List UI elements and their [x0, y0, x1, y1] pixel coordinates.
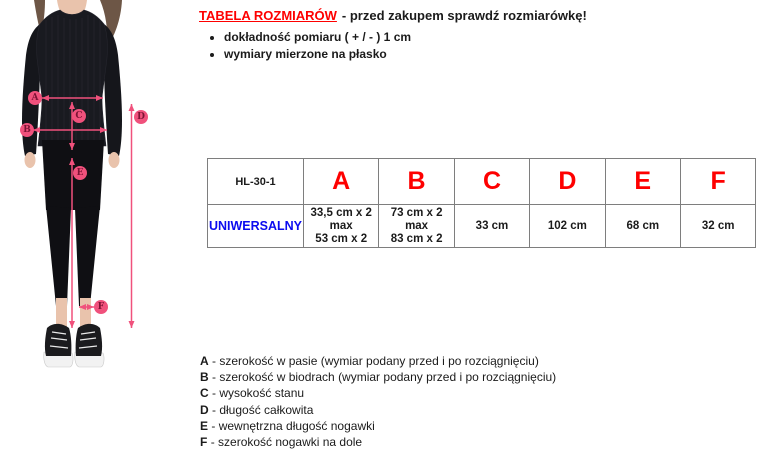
legend-item-a: A - szerokość w pasie (wymiar podany przed i po rozciągnięciu) [200, 354, 539, 368]
size-table-title: TABELA ROZMIARÓW [199, 8, 337, 23]
note-flat-measure: • wymiary mierzone na płasko [224, 46, 411, 63]
legend-item-f: F - szerokość nogawki na dole [200, 435, 363, 450]
page-title [199, 8, 587, 23]
measurement-badge-f: F [94, 300, 108, 314]
legend-item-e: E - wewnętrzna długość nogawki [200, 418, 375, 433]
measurement-badge-b: B [20, 123, 34, 137]
value-c: 33 cm [454, 205, 529, 248]
measurement-legend [200, 353, 556, 450]
column-b: B [379, 159, 454, 205]
column-c: C [454, 159, 529, 205]
legend-item-c: C - wysokość stanu [200, 386, 305, 401]
value-a: 33,5 cm x 2 max 53 cm x 2 [304, 205, 379, 248]
size-table-subtitle: - przed zakupem sprawdź rozmiarówkę! [341, 8, 587, 23]
model-sneakers [44, 324, 104, 367]
size-table [207, 158, 756, 248]
model-leggings [42, 140, 104, 306]
value-f: 32 cm [680, 205, 755, 248]
model-code-cell: HL-30-1 [208, 159, 304, 205]
legend-item-d: D - długość całkowita [200, 402, 314, 417]
value-d: 102 cm [530, 205, 605, 248]
measurement-badge-c: C [72, 109, 86, 123]
value-e: 68 cm [605, 205, 680, 248]
legend-item-b: B - szerokość w biodrach (wymiar podany przed i po rozciągnięciu) [200, 370, 557, 385]
measurement-badge-e: E [73, 166, 87, 180]
measurement-notes [224, 29, 411, 63]
model-photo [0, 0, 190, 380]
size-table-header-row [208, 159, 756, 205]
measurement-badge-a: A [28, 91, 42, 105]
column-d: D [530, 159, 605, 205]
value-b: 73 cm x 2 max 83 cm x 2 [379, 205, 454, 248]
size-label-cell: UNIWERSALNY [208, 205, 304, 248]
model-figure [0, 0, 190, 380]
note-accuracy: • dokładność pomiaru ( + / - ) 1 cm [224, 29, 411, 46]
size-table-data-row [208, 205, 756, 248]
column-e: E [605, 159, 680, 205]
column-f: F [680, 159, 755, 205]
measurement-badge-d: D [134, 110, 148, 124]
column-a: A [304, 159, 379, 205]
